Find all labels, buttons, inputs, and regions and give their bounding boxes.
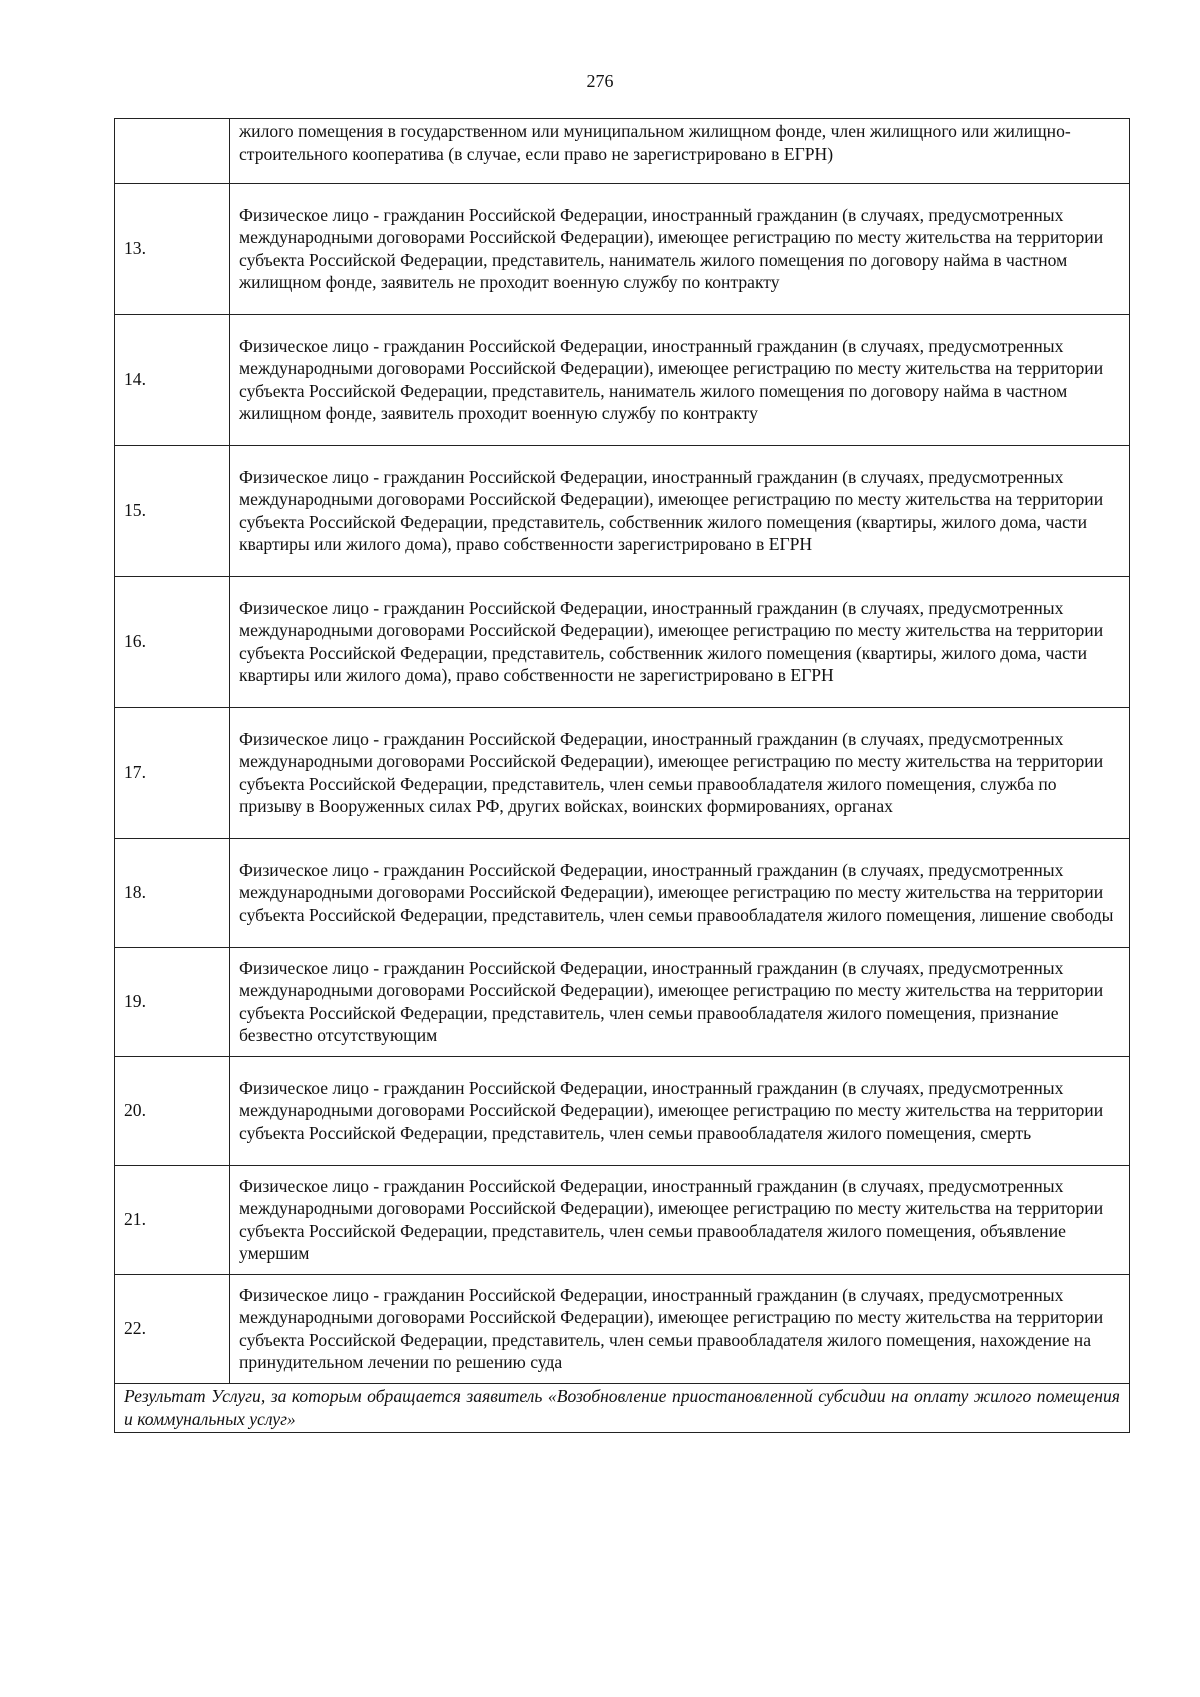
row-description: Физическое лицо - гражданин Российской Федерации, иностранный гражданин (в случаях, предусмотренных международными договорами Российской Федерации), имеющее регистрацию по месту жительства на территории субъекта Российской Федерации, представитель, собственник жилого помещения (квартиры, жилого дома, части квартиры или жилого дома), право собственности зарегистрировано в ЕГРН [230, 446, 1130, 577]
table-row [115, 1275, 1130, 1384]
row-number: 15. [115, 446, 230, 577]
row-number-cell [115, 119, 230, 184]
row-number: 20. [115, 1057, 230, 1166]
result-row [115, 1384, 1130, 1433]
row-description: Физическое лицо - гражданин Российской Федерации, иностранный гражданин (в случаях, предусмотренных международными договорами Российской Федерации), имеющее регистрацию по месту жительства на территории субъекта Российской Федерации, представитель, член семьи правообладателя жилого помещения, объявление умершим [230, 1166, 1130, 1275]
page-number: 276 [586, 71, 614, 91]
row-description: Физическое лицо - гражданин Российской Федерации, иностранный гражданин (в случаях, предусмотренных международными договорами Российской Федерации), имеющее регистрацию по месту жительства на территории субъекта Российской Федерации, представитель, член семьи правообладателя жилого помещения, лишение свободы [230, 839, 1130, 948]
table-row [115, 839, 1130, 948]
table-row [115, 577, 1130, 708]
row-number: 17. [115, 708, 230, 839]
row-number: 13. [115, 184, 230, 315]
row-description: Физическое лицо - гражданин Российской Федерации, иностранный гражданин (в случаях, предусмотренных международными договорами Российской Федерации), имеющее регистрацию по месту жительства на территории субъекта Российской Федерации, представитель, член семьи правообладателя жилого помещения, признание безвестно отсутствующим [230, 948, 1130, 1057]
row-number: 18. [115, 839, 230, 948]
row-description: жилого помещения в государственном или муниципальном жилищном фонде, член жилищного или жилищно-строительного кооператива (в случае, если право не зарегистрировано в ЕГРН) [230, 119, 1130, 184]
row-description: Физическое лицо - гражданин Российской Федерации, иностранный гражданин (в случаях, предусмотренных международными договорами Российской Федерации), имеющее регистрацию по месту жительства на территории субъекта Российской Федерации, представитель, наниматель жилого помещения по договору найма в частном жилищном фонде, заявитель не проходит военную службу по контракту [230, 184, 1130, 315]
row-description: Физическое лицо - гражданин Российской Федерации, иностранный гражданин (в случаях, предусмотренных международными договорами Российской Федерации), имеющее регистрацию по месту жительства на территории субъекта Российской Федерации, представитель, член семьи правообладателя жилого помещения, нахождение на принудительном лечении по решению суда [230, 1275, 1130, 1384]
row-number: 22. [115, 1275, 230, 1384]
table-row-continuation [115, 119, 1130, 184]
row-number: 16. [115, 577, 230, 708]
table-row [115, 1057, 1130, 1166]
table-row [115, 315, 1130, 446]
table-row [115, 446, 1130, 577]
table-row [115, 708, 1130, 839]
row-description: Физическое лицо - гражданин Российской Федерации, иностранный гражданин (в случаях, предусмотренных международными договорами Российской Федерации), имеющее регистрацию по месту жительства на территории субъекта Российской Федерации, представитель, член семьи правообладателя жилого помещения, служба по призыву в Вооруженных силах РФ, других войсках, воинских формированиях, органах [230, 708, 1130, 839]
row-description: Физическое лицо - гражданин Российской Федерации, иностранный гражданин (в случаях, предусмотренных международными договорами Российской Федерации), имеющее регистрацию по месту жительства на территории субъекта Российской Федерации, представитель, наниматель жилого помещения по договору найма в частном жилищном фонде, заявитель проходит военную службу по контракту [230, 315, 1130, 446]
result-heading: Результат Услуги, за которым обращается заявитель «Возобновление приостановленной субсидии на оплату жилого помещения и коммунальных услуг» [115, 1384, 1130, 1433]
table-row [115, 184, 1130, 315]
row-description: Физическое лицо - гражданин Российской Федерации, иностранный гражданин (в случаях, предусмотренных международными договорами Российской Федерации), имеющее регистрацию по месту жительства на территории субъекта Российской Федерации, представитель, член семьи правообладателя жилого помещения, смерть [230, 1057, 1130, 1166]
row-number: 19. [115, 948, 230, 1057]
row-number: 14. [115, 315, 230, 446]
row-number: 21. [115, 1166, 230, 1275]
applicant-variants-table [114, 118, 1130, 1433]
table-row [115, 1166, 1130, 1275]
row-description: Физическое лицо - гражданин Российской Федерации, иностранный гражданин (в случаях, предусмотренных международными договорами Российской Федерации), имеющее регистрацию по месту жительства на территории субъекта Российской Федерации, представитель, собственник жилого помещения (квартиры, жилого дома, части квартиры или жилого дома), право собственности не зарегистрировано в ЕГРН [230, 577, 1130, 708]
table-row [115, 948, 1130, 1057]
